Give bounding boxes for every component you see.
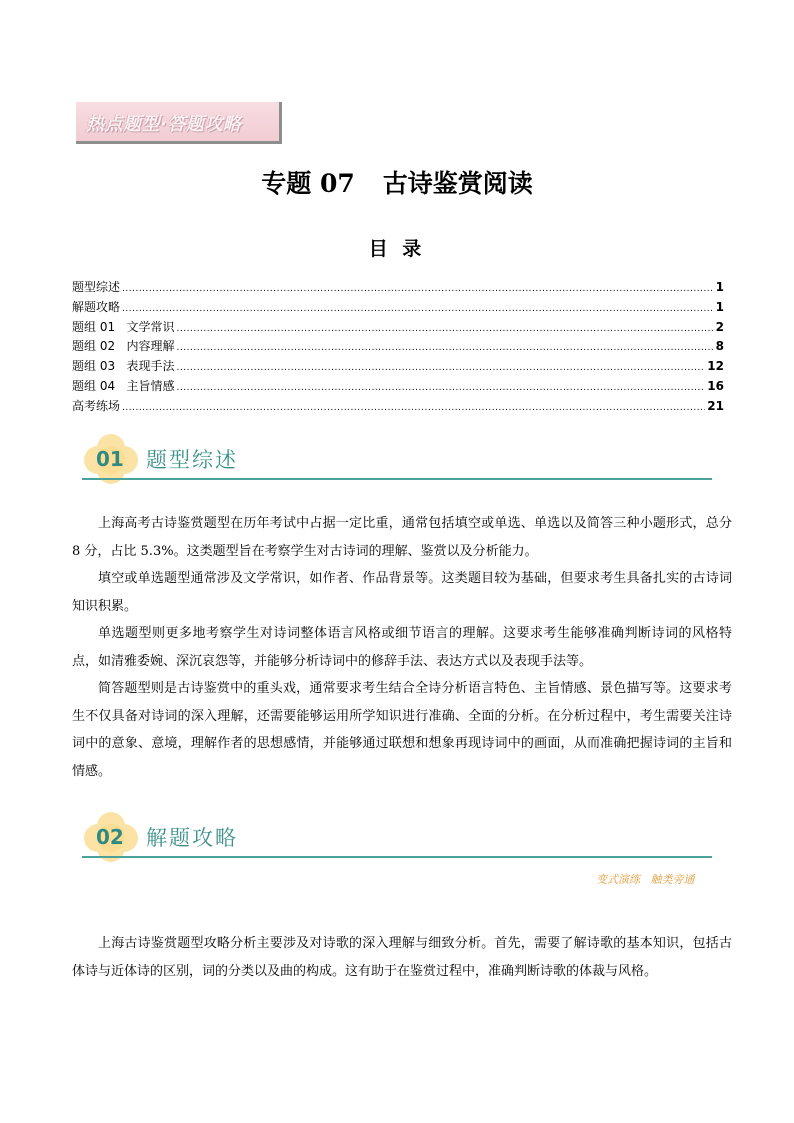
section-title: 题型综述 — [146, 448, 238, 472]
toc-entry-page: 2 — [715, 319, 724, 334]
toc-dot-leader — [122, 400, 705, 413]
toc-dot-leader — [177, 321, 714, 334]
toc-entry-page: 1 — [715, 280, 724, 294]
paragraph: 上海古诗鉴赏题型攻略分析主要涉及对诗歌的深入理解与细致分析。首先，需要了解诗歌的基本知识，包括古体诗与近体诗的区别，词的分类以及曲的构成。这有助于在鉴赏过程中，准确判断诗歌的体裁与风格。 — [72, 936, 732, 979]
toc-dot-leader — [122, 301, 714, 314]
section-tagline: 变式演练 触类旁通 — [596, 873, 695, 886]
toc-dot-leader — [122, 281, 714, 294]
toc-entry-label: 题组 04 主旨情感 — [72, 378, 175, 393]
section-number: 02 — [96, 825, 124, 849]
section-title: 解题攻略 — [146, 826, 238, 850]
toc-entry-page: 21 — [707, 398, 724, 413]
toc-entry[interactable] — [72, 397, 724, 417]
section-header-strategy — [74, 810, 714, 870]
page-title — [0, 164, 794, 200]
toc-entry-label: 题型综述 — [72, 280, 121, 294]
toc-heading: 目 录 — [368, 238, 426, 260]
toc-entry-page: 8 — [715, 339, 724, 354]
toc-entry[interactable] — [72, 278, 724, 298]
toc-entry-label: 题组 03 表现手法 — [72, 359, 175, 374]
toc-entry[interactable] — [72, 377, 724, 397]
table-of-contents — [72, 278, 724, 417]
section-divider — [82, 478, 712, 480]
toc-entry-label: 解题攻略 — [72, 299, 121, 314]
header-banner — [76, 102, 282, 144]
paragraph: 单选题型则更多地考察学生对诗词整体语言风格或细节语言的理解。这要求考生能够准确判断诗词的风格特点，如清雅委婉、深沉哀怨等，并能够分析诗词中的修辞手法、表达方式以及表现手法等。 — [72, 626, 732, 669]
toc-entry[interactable] — [72, 318, 724, 338]
title-topic-number: 专题 07 — [261, 169, 355, 198]
section-header-overview — [74, 432, 714, 492]
toc-entry[interactable] — [72, 357, 724, 377]
banner-text: 热点题型·答题攻略 — [86, 114, 242, 135]
section-number: 01 — [96, 447, 124, 471]
paragraph: 简答题型则是古诗鉴赏中的重头戏，通常要求考生结合全诗分析语言特色、主旨情感、景色描写等。这要求考生不仅具备对诗词的深入理解，还需要能够运用所学知识进行准确、全面的分析。在分析过程中，考生需要关注诗词中的意象、意境，理解作者的思想感情，并能够通过联想和想象再现诗词中的画面，从而准确把握诗词的主旨和情感。 — [72, 681, 732, 779]
toc-entry[interactable] — [72, 298, 724, 318]
toc-dot-leader — [177, 340, 714, 353]
toc-dot-leader — [177, 380, 706, 393]
toc-entry-page: 1 — [715, 299, 724, 314]
toc-entry-label: 题组 02 内容理解 — [72, 339, 175, 354]
toc-entry[interactable] — [72, 337, 724, 357]
paragraph: 填空或单选题型通常涉及文学常识，如作者、作品背景等。这类题目较为基础，但要求考生具备扎实的古诗词知识积累。 — [72, 571, 732, 614]
section-divider — [82, 856, 712, 858]
toc-entry-label: 高考练场 — [72, 398, 121, 413]
toc-entry-label: 题组 01 文学常识 — [72, 319, 175, 334]
paragraph: 上海高考古诗鉴赏题型在历年考试中占据一定比重，通常包括填空或单选、单选以及简答三种小题形式，总分 8 分，占比 5.3%。这类题型旨在考察学生对古诗词的理解、鉴赏以及分析能力。 — [72, 516, 732, 559]
toc-entry-page: 12 — [707, 359, 724, 374]
toc-dot-leader — [177, 360, 706, 373]
title-topic-name: 古诗鉴赏阅读 — [382, 169, 533, 198]
toc-entry-page: 16 — [707, 378, 724, 393]
